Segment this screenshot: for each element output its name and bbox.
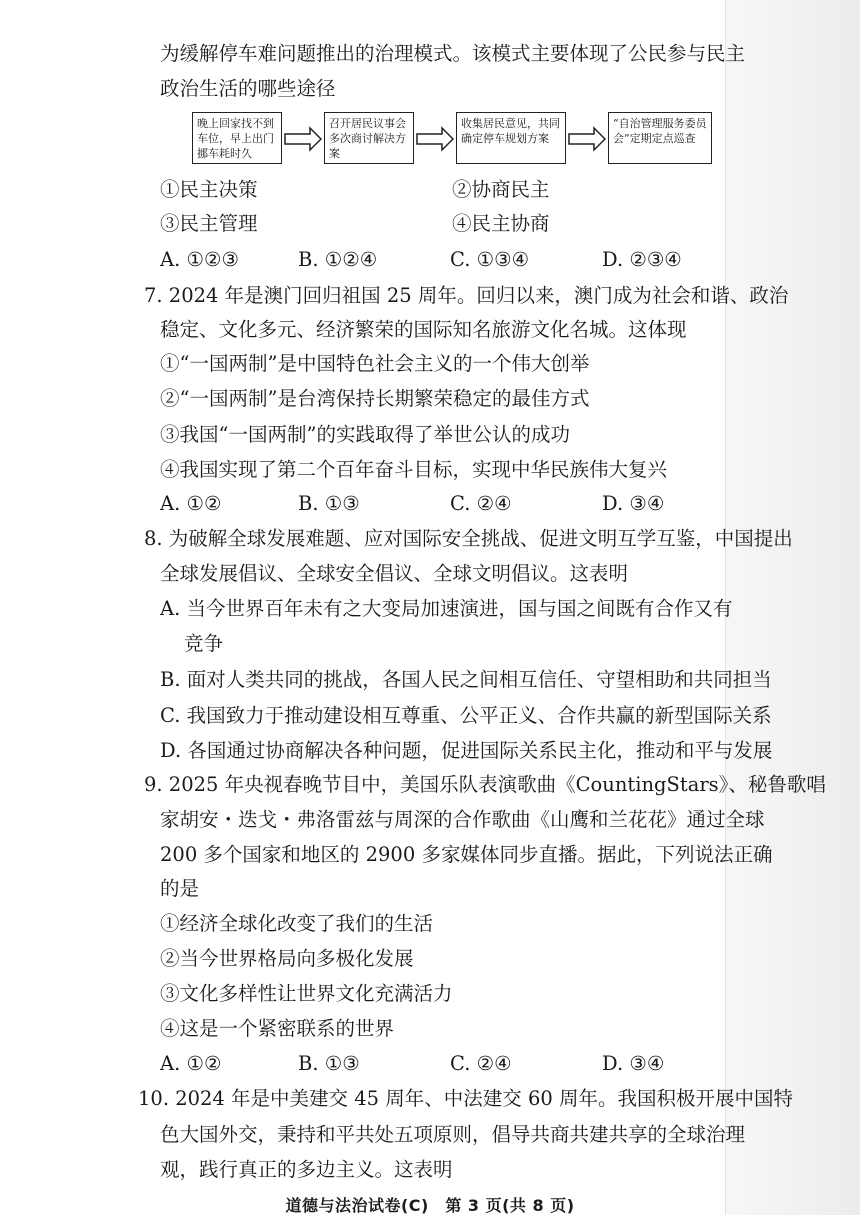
q9-stem-line1: 9. 2025 年央视春晚节目中，美国乐队表演歌曲《CountingStars》、秘鲁歌唱 xyxy=(144,773,826,796)
q9-stem-line2: 家胡安・迭戈・弗洛雷兹与周深的合作歌曲《山鹰和兰花花》通过全球 xyxy=(160,808,765,831)
flow-box-1: 晚上回家找不到车位，早上出门挪车耗时久 xyxy=(192,112,282,164)
q6-statement-4: ④民主协商 xyxy=(452,212,550,235)
flow-box-2: 召开居民议事会多次商讨解决方案 xyxy=(324,112,414,164)
q6-option-d[interactable]: D. ②③④ xyxy=(602,248,682,271)
q7-statement-3: ③我国“一国两制”的实践取得了举世公认的成功 xyxy=(160,423,570,446)
flow-box-4: “自治管理服务委员会”定期定点巡查 xyxy=(608,112,712,164)
q7-option-b[interactable]: B. ①③ xyxy=(298,492,360,515)
q7-stem-line2: 稳定、文化多元、经济繁荣的国际知名旅游文化名城。这体现 xyxy=(160,318,687,341)
q8-option-d[interactable]: D. 各国通过协商解决各种问题，促进国际关系民主化，推动和平与发展 xyxy=(160,739,773,762)
q9-statement-1: ①经济全球化改变了我们的生活 xyxy=(160,912,434,935)
q6-statement-3: ③民主管理 xyxy=(160,212,258,235)
q10-stem-line3: 观，践行真正的多边主义。这表明 xyxy=(160,1158,453,1181)
q6-stem-line1: 为缓解停车难问题推出的治理模式。该模式主要体现了公民参与民主 xyxy=(160,42,746,65)
q9-stem-line4: 的是 xyxy=(160,877,200,900)
q7-statement-2: ②“一国两制”是台湾保持长期繁荣稳定的最佳方式 xyxy=(160,387,590,410)
q6-statement-2: ②协商民主 xyxy=(452,178,550,201)
q8-stem-line1: 8. 为破解全球发展难题、应对国际安全挑战、促进文明互学互鉴，中国提出 xyxy=(144,527,793,550)
page-footer: 道德与法治试卷(C) 第 3 页(共 8 页) xyxy=(285,1196,575,1215)
q9-statement-2: ②当今世界格局向多极化发展 xyxy=(160,947,414,970)
q6-option-b[interactable]: B. ①②④ xyxy=(298,248,378,271)
flow-box-3: 收集居民意见，共同确定停车规划方案 xyxy=(456,112,566,164)
q8-option-b[interactable]: B. 面对人类共同的挑战，各国人民之间相互信任、守望相助和共同担当 xyxy=(160,668,772,691)
q9-statement-4: ④这是一个紧密联系的世界 xyxy=(160,1017,395,1040)
q7-option-d[interactable]: D. ③④ xyxy=(602,492,665,515)
q7-option-c[interactable]: C. ②④ xyxy=(450,492,512,515)
q7-statement-1: ①“一国两制”是中国特色社会主义的一个伟大创举 xyxy=(160,352,590,375)
q7-stem-line1: 7. 2024 年是澳门回归祖国 25 周年。回归以来，澳门成为社会和谐、政治 xyxy=(144,284,789,307)
q9-option-b[interactable]: B. ①③ xyxy=(298,1052,360,1075)
q9-statement-3: ③文化多样性让世界文化充满活力 xyxy=(160,982,453,1005)
q6-statement-1: ①民主决策 xyxy=(160,178,258,201)
q8-option-a[interactable]: A. 当今世界百年未有之大变局加速演进，国与国之间既有合作又有 xyxy=(160,597,733,620)
q8-stem-line2: 全球发展倡议、全球安全倡议、全球文明倡议。这表明 xyxy=(160,562,629,585)
q7-option-a[interactable]: A. ①② xyxy=(160,492,222,515)
q6-option-c[interactable]: C. ①③④ xyxy=(450,248,530,271)
q6-stem-line2: 政治生活的哪些途径 xyxy=(160,77,336,100)
q6-flow-diagram xyxy=(192,112,712,168)
flow-arrow-icon xyxy=(284,126,322,152)
q9-option-c[interactable]: C. ②④ xyxy=(450,1052,512,1075)
q8-option-c[interactable]: C. 我国致力于推动建设相互尊重、公平正义、合作共赢的新型国际关系 xyxy=(160,704,772,727)
flow-arrow-icon xyxy=(416,126,454,152)
q6-option-a[interactable]: A. ①②③ xyxy=(160,248,239,271)
page-margin xyxy=(725,0,860,1215)
q9-stem-line3: 200 多个国家和地区的 2900 多家媒体同步直播。据此，下列说法正确 xyxy=(160,843,773,866)
flow-arrow-icon xyxy=(568,126,606,152)
q10-stem-line1: 10. 2024 年是中美建交 45 周年、中法建交 60 周年。我国积极开展中国特 xyxy=(138,1087,793,1110)
q7-statement-4: ④我国实现了第二个百年奋斗目标，实现中华民族伟大复兴 xyxy=(160,458,668,481)
q9-option-a[interactable]: A. ①② xyxy=(160,1052,222,1075)
q10-stem-line2: 色大国外交，秉持和平共处五项原则，倡导共商共建共享的全球治理 xyxy=(160,1123,746,1146)
q9-option-d[interactable]: D. ③④ xyxy=(602,1052,665,1075)
q8-option-a-cont: 竞争 xyxy=(184,632,224,655)
